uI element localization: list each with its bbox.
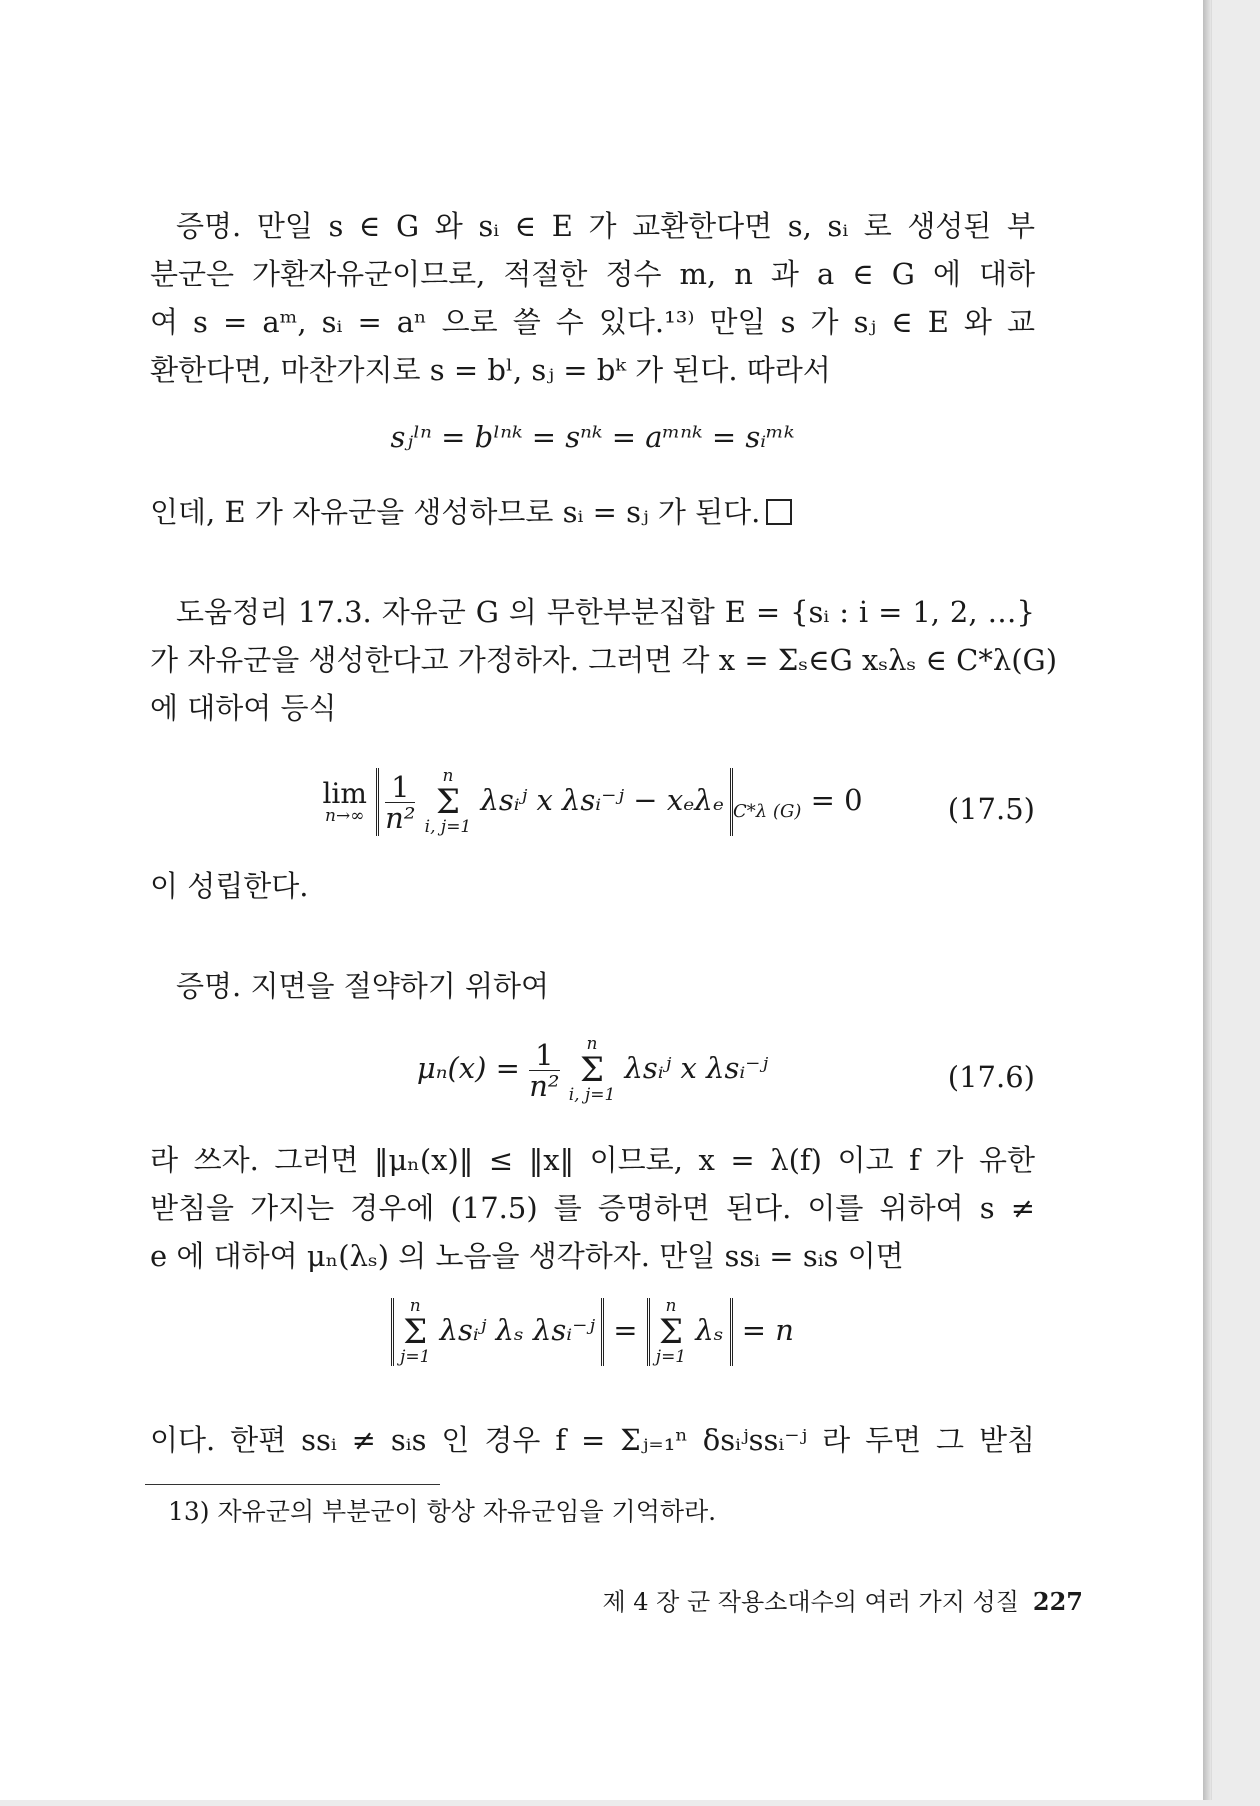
equation-commuting (150, 420, 1035, 454)
lim-subscript: n→∞ (325, 805, 365, 826)
equation-number-17-6: (17.6) (947, 1060, 1035, 1094)
proof-1 (150, 202, 1035, 394)
proof-2-line-2: 받침을 가지는 경우에 (17.5) 를 증명하면 된다. 이를 위하여 s ≠ (150, 1191, 1035, 1225)
proof-2-line-3: e 에 대하여 μₙ(λₛ) 의 노음을 생각하자. 만일 ssᵢ = sᵢs 이면 (150, 1239, 904, 1273)
proof-2-intro (150, 962, 1035, 1010)
frac-numerator: 1 (385, 772, 415, 803)
summand-2: λsᵢʲ x λsᵢ⁻ʲ (624, 1051, 769, 1085)
lemma-line-1: 도움정리 17.3. 자유군 G 의 무한부분집합 E = {sᵢ : i = 1, 2, …} (176, 595, 1035, 629)
footnote-13: 13) 자유군의 부분군이 항상 자유군임을 기억하라. (168, 1497, 717, 1526)
equals-sign: = (613, 1313, 638, 1347)
left-summand: λsᵢʲ λₛ λsᵢ⁻ʲ (439, 1313, 596, 1347)
sum-upper-3: n (409, 1296, 421, 1316)
proof-1-line-1: 증명. 만일 s ∈ G 와 sᵢ ∈ E 가 교환한다면 s, sᵢ 로 생성된 부 (176, 209, 1035, 243)
sigma-icon-3: Σ (403, 1312, 428, 1352)
sum-lower-2: i, j=1 (568, 1085, 616, 1105)
lim-operator: lim (322, 776, 367, 810)
norm-bars-left (391, 1298, 604, 1366)
lemma-closing (150, 862, 1035, 910)
proof-1-conclusion-text: 인데, E 가 자유군을 생성하므로 sᵢ = sⱼ 가 된다. (150, 495, 761, 529)
proof-2-last-line: 이다. 한편 ssᵢ ≠ sᵢs 인 경우 f = Σⱼ₌₁ⁿ δsᵢʲssᵢ⁻ʲ 라 두면 그 받침 (150, 1423, 1035, 1457)
proof-1-line-2: 분군은 가환자유군이므로, 적절한 정수 m, n 과 a ∈ G 에 대하 (150, 257, 1035, 291)
proof-1-line-3: 여 s = aᵐ, sᵢ = aⁿ 으로 쓸 수 있다.¹³⁾ 만일 s 가 sⱼ ∈ E 와 교 (150, 305, 1035, 339)
proof-2-line-1: 라 쓰자. 그러면 ‖μₙ(x)‖ ≤ ‖x‖ 이므로, x = λ(f) 이고 f 가 유한 (150, 1143, 1035, 1177)
norm-bars (376, 768, 733, 836)
qed-box-icon (766, 499, 792, 525)
mu-lhs: μₙ(x) = (416, 1051, 520, 1085)
proof-1-conclusion (150, 488, 1035, 536)
proof-2-intro-text: 증명. 지면을 절약하기 위하여 (176, 969, 550, 1003)
equation-norm-sum (150, 1298, 1035, 1378)
page-number: 227 (1032, 1587, 1083, 1616)
sum-lower: i, j=1 (424, 817, 472, 837)
frac-denominator: n² (385, 800, 416, 835)
summand: λsᵢʲ x λsᵢ⁻ʲ − xₑλₑ (480, 783, 725, 817)
sigma-icon: Σ (435, 782, 460, 822)
lemma-closing-text: 이 성립한다. (150, 869, 309, 903)
chapter-title: 제 4 장 군 작용소대수의 여러 가지 성질 (602, 1588, 1019, 1616)
sum-upper-2: n (586, 1034, 598, 1054)
sum-upper-4: n (665, 1296, 677, 1316)
sigma-icon-2: Σ (579, 1050, 605, 1090)
equation-commuting-text: sⱼˡⁿ = bˡⁿᵏ = sⁿᵏ = aᵐⁿᵏ = sᵢᵐᵏ (390, 420, 795, 454)
right-summand: λₛ (695, 1313, 724, 1347)
equation-rhs: = 0 (810, 783, 863, 817)
frac-numerator-2: 1 (529, 1040, 559, 1071)
lemma-line-2: 가 자유군을 생성한다고 가정하자. 그러면 각 x = Σₛ∈G xₛλₛ ∈ C*λ(G) (150, 643, 1058, 677)
sigma-icon-4: Σ (658, 1312, 683, 1352)
lemma-line-3: 에 대하여 등식 (150, 691, 337, 725)
proof-2-last (150, 1416, 1035, 1464)
sum-upper: n (442, 766, 454, 786)
proof-1-line-4: 환한다면, 마찬가지로 s = bˡ, sⱼ = bᵏ 가 된다. 따라서 (150, 353, 831, 387)
lemma-17-3 (150, 588, 1058, 732)
equation-norm-rhs: = n (741, 1313, 794, 1347)
equation-17-5 (150, 768, 1035, 858)
norm-subscript: C*λ (G) (733, 800, 802, 822)
footnote-rule (145, 1484, 440, 1485)
proof-2-body (150, 1136, 1035, 1280)
norm-bars-right (647, 1298, 733, 1366)
equation-17-6 (150, 1036, 1035, 1126)
frac-denominator-2: n² (529, 1068, 560, 1103)
sum-lower-4: j=1 (655, 1347, 687, 1367)
page-edge (1203, 0, 1211, 1800)
equation-number-17-5: (17.5) (947, 792, 1035, 826)
running-footer (602, 1582, 1083, 1617)
sum-lower-3: j=1 (400, 1347, 431, 1367)
